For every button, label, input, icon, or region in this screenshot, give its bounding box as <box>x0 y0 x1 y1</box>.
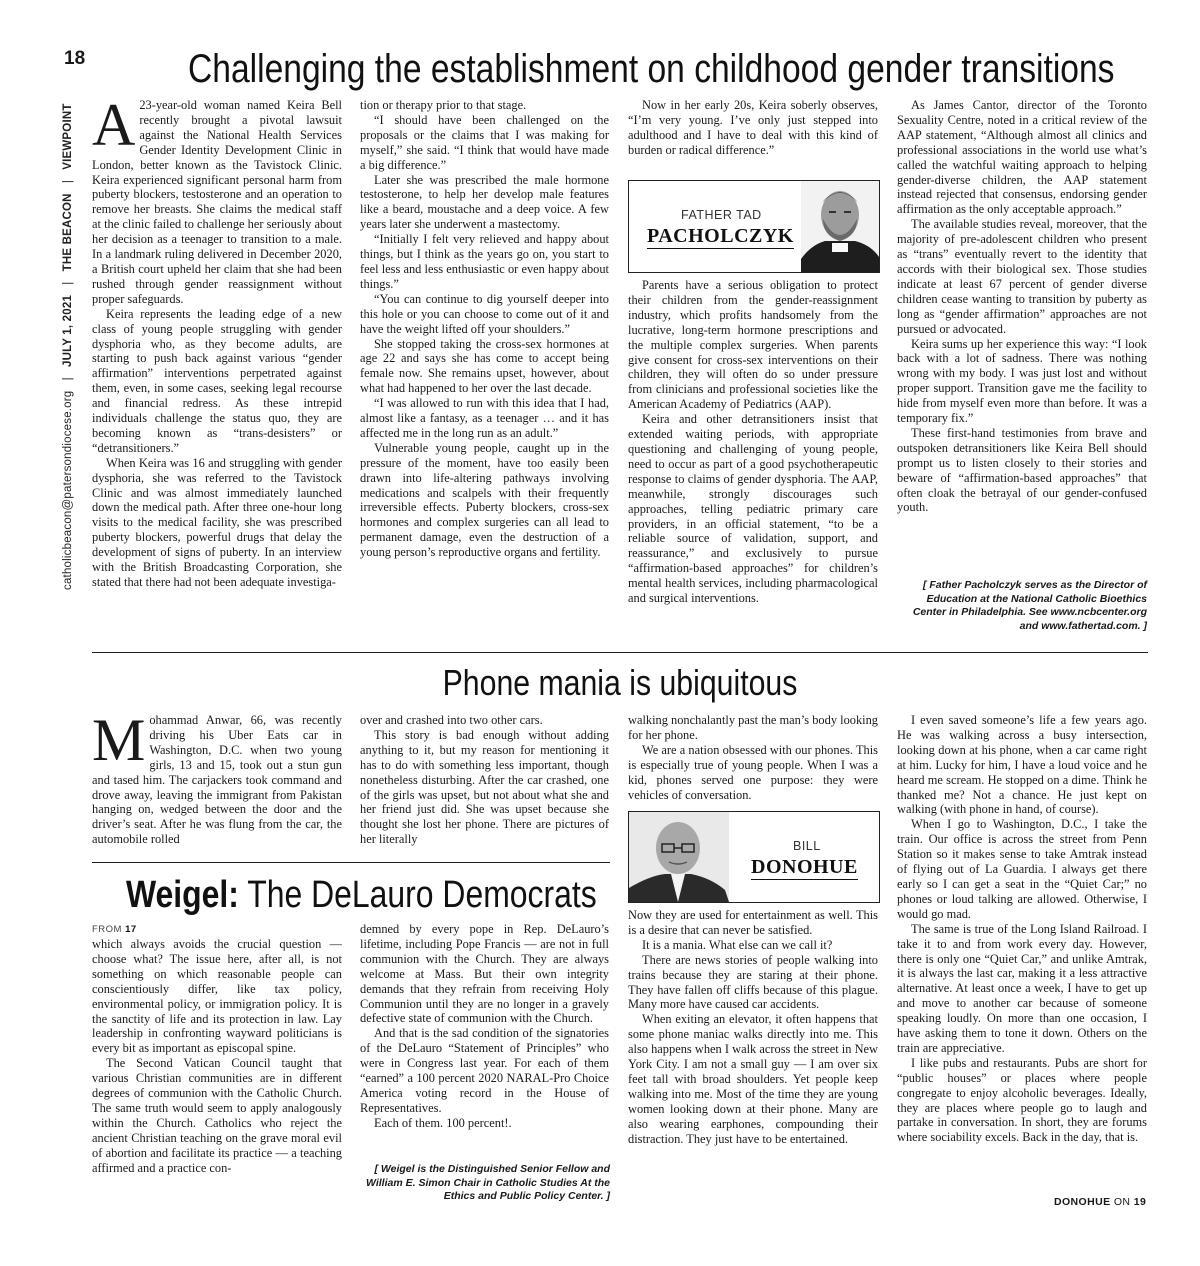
article2-column-4 <box>897 713 1147 1193</box>
section-divider <box>92 652 1148 653</box>
issue-date: JULY 1, 2021 <box>62 294 74 368</box>
paragraph: walking nonchalantly past the man’s body looking for her phone. <box>628 713 878 742</box>
article-divider <box>92 862 610 863</box>
byline-last-name: PACHOLCZYK <box>647 225 794 247</box>
paragraph: I even saved someone’s life a few years ago. He was walking across a busy intersection, looking down at his phone, when a car came right at him. Lucky for him, I have a loud voice and he heard me scream. He stopped on a dime. Think he thanked me? Not a chance. He just kept on walking (with phone in hand, of course). <box>897 713 1147 817</box>
columnist-portrait-photo <box>801 181 879 272</box>
paragraph: As James Cantor, director of the Toronto Sexuality Centre, noted in a critical review of the AAP statement, “Although almost all clinics and professional associations in the world use what’s called the watchful waiting approach to helping gender-diverse children, the AAP statement instead rejected that consensus, endorsing gender affirmation as the only acceptable approach.” <box>897 98 1147 217</box>
article2-column-3-bottom <box>628 908 878 1208</box>
paper-name: THE BEACON <box>62 193 74 272</box>
byline-first-name: BILL <box>793 839 821 853</box>
byline-last-name: DONOHUE <box>751 856 858 878</box>
paragraph: And that is the sad condition of the signatories of the DeLauro “Statement of Principles” who were in Congress last year. For each of them “earned” a 100 percent 2020 NARAL-Pro Choice America voting record in the House of Representatives. <box>360 1026 609 1115</box>
headline-rest: The DeLauro Democrats <box>238 874 597 916</box>
paragraph: tion or therapy prior to that stage. <box>360 98 527 112</box>
byline-first-name: FATHER TAD <box>681 208 762 222</box>
article1-column-3-top <box>628 98 878 174</box>
paragraph: Later she was prescribed the male hormone testosterone, to help her develop male features like a beard, moustache and a deep voice. A few years later she underwent a mastectomy. <box>360 172 609 232</box>
paragraph: We are a nation obsessed with our phones. This is especially true of young people. When I was a kid, phones served one purpose: they were vehicles of conversation. <box>628 742 878 802</box>
article1-headline: Challenging the establishment on childhood gender transitions <box>188 47 1115 91</box>
paragraph: Each of them. 100 percent!. <box>374 1115 512 1130</box>
paragraph: Now they are used for entertainment as well. This is a desire that can never be satisfied. <box>628 908 878 937</box>
paragraph: Keira represents the leading edge of a new class of young people struggling with gender dysphoria who, as they become adults, are starting to push back against various “gender affirmation” interventions perpetrated against them, even, in some cases, seeking legal recourse and financial redress. As these intrepid individuals challenge the status quo, they are becoming known as “trans-desisters” or “detransitioners.” <box>92 306 342 455</box>
article2-column-3-top <box>628 713 878 805</box>
paragraph: ohammad Anwar, 66, was recently driving his Uber Eats car in Washington, D.C. when two young girls, 13 and 15, took out a stun gun and tased him. The carjackers took command and drove away, leaving the immigrant from Pakistan hanging on, wedged between the door and the driver’s seat. After he was flung from the car, the automobile rolled <box>92 713 342 847</box>
paragraph: 23-year-old woman named Keira Bell recently brought a pivotal lawsuit against the National Health Services Gender Identity Development Clinic in London, better known as the Tavistock Clinic. Keira experienced significant personal harm from puberty blockers, testosterone and an operation to remove her breasts. She claims the medical staff at the clinic failed to challenge her seriously about her decision as a teenager to transition to a male. In a landmark ruling delivered in December 2020, a British court upheld her claim that she had been rushed through gender reassignment without proper safeguards. <box>92 98 342 306</box>
continued-on-jump[interactable] <box>1054 1196 1146 1208</box>
paragraph: These first-hand testimonies from brave and outspoken detransitioners like Keira Bell should prompt us to listen closely to their stories and beware of “affirmation-based approaches” that often cloak the betrayal of our gender-confused youth. <box>897 425 1147 515</box>
from-page: 17 <box>125 924 137 935</box>
paragraph: This story is bad enough without adding anything to it, but my reason for mentioning it has to do with something less important, though nonetheless disturbing. After the car crashed, one of the girls was upset, but not about what she and her friend just did. She was upset because she thought she lost her phone. There are pictures of her literally <box>360 727 609 847</box>
article1-column-3-bottom <box>628 278 878 643</box>
headline-bold: Weigel: <box>126 874 239 916</box>
dropcap: A <box>92 98 136 158</box>
paragraph: Keira sums up her experience this way: “I look back with a lot of sadness. There was nothing wrong with my body. I was just lost and without proper support. Transition gave me the facility to hide from myself even more than before. It was a temporary fix.” <box>897 336 1147 426</box>
paragraph: “You can continue to dig yourself deeper into this hole or you can choose to come out of it and have the weight lifted off your shoulders.” <box>360 291 609 336</box>
article1-column-4 <box>897 98 1147 568</box>
columnist-box-donohue <box>628 811 880 903</box>
section-name: VIEWPOINT <box>62 103 74 170</box>
paragraph: “Initially I felt very relieved and happy about things, but I think as the years go on, you start to feel less and less enthusiastic or even happy about things.” <box>360 232 609 291</box>
article3-author-bio: [ Weigel is the Distinguished Senior Fellow and William E. Simon Chair in Catholic Studies At the Ethics and Public Policy Center. ] <box>366 1163 610 1202</box>
paragraph: “I was allowed to run with this idea that I had, almost like a fantasy, as a teenager … and it has affected me in the long run as an adult.” <box>360 396 609 440</box>
paragraph: There are news stories of people walking into trains because they are staring at their phone. They have fallen off cliffs because of this plague. Many more have caused car accidents. <box>628 952 878 1012</box>
separator: | <box>62 377 74 381</box>
paragraph: When I go to Washington, D.C., I take the train. Our office is across the street from Penn Station so it makes sense to take Amtrak instead of flying out of La Guardia. I always get there early so I can get a seat in the “Quiet Car;” no phones or loud talking are allowed. Otherwise, I would go mad. <box>897 817 1147 921</box>
article2-column-1 <box>92 713 342 853</box>
article3-column-2 <box>360 922 609 1152</box>
columnist-box-pacholczyk <box>628 180 880 273</box>
columnist-portrait-photo <box>629 812 729 902</box>
separator: | <box>62 179 74 184</box>
paragraph: which always avoids the crucial question — choose what? The issue here, after all, is not something on which reasonable people can conscientiously differ, like tax policy, environmental policy, or immigration policy. It is the sanctity of life and its protection in law. Lay leadership in confronting wayward politicians is every bit as important as episcopal spine. <box>92 937 342 1056</box>
sidebar-folio <box>62 70 82 590</box>
jump-page: 19 <box>1133 1196 1147 1208</box>
dropcap: M <box>92 713 146 773</box>
paragraph: Parents have a serious obligation to protect their children from the gender-reassignment industry, which profits handsomely from the lucrative, long-term hormone prescriptions and the multiple complex surgeries. When parents give consent for cross-sex interventions on their children, they will often do so under pressure from clinicians and professional societies like the American Academy of Pediatrics (AAP). <box>628 278 878 412</box>
article1-author-bio: [ Father Pacholczyk serves as the Director of Education at the National Catholic Bioethics Center in Philadelphia. See www.ncbcenter.org and www.fathertad.com. ] <box>912 579 1147 632</box>
article1-column-1 <box>92 98 342 643</box>
paragraph: over and crashed into two other cars. <box>360 713 543 727</box>
paragraph: The same is true of the Long Island Railroad. I take it to and from work every day. However, there is only one “Quiet Car,” and unlike Amtrak, it is always the last car, making it a less attractive alternative. At least once a week, I have to get up and move to another car because of someone speaking loudly. On more than one occasion, I have asking them to tone it down. Others on the train are appreciative. <box>897 921 1147 1055</box>
paragraph: Vulnerable young people, caught up in the pressure of the moment, have too easily been drawn into life-altering pathways involving medications and scalpels with their frequently irreversible effects. Puberty blockers, cross-sex hormones and complex surgeries can all lead to permanent damage, even the destruction of a young person’s reproductive organs and fertility. <box>360 440 609 560</box>
page-number: 18 <box>64 48 86 69</box>
article2-headline: Phone mania is ubiquitous <box>442 662 798 703</box>
paragraph: Now in her early 20s, Keira soberly observes, “I’m very young. I’ve only just stepped into adulthood and I have to deal with this kind of burden or radical difference.” <box>628 98 878 157</box>
jump-on: ON <box>1113 1196 1131 1208</box>
paragraph: Keira and other detransitioners insist that extended waiting periods, with appropriate questioning and challenging of young people, need to occur as part of a good psychotherapeutic response to claims of gender dysphoria. The AAP, meanwhile, strongly discourages such approaches, telling pediatric primary care providers, in an official statement, “to be a reliable source of validation, support, and reassurance,” and exclusively to pursue “affirmation-based approaches” for children’s mental health services, including pharmacological and surgical interventions. <box>628 412 878 606</box>
article2-column-2 <box>360 713 609 853</box>
jump-name: DONOHUE <box>1054 1196 1111 1208</box>
paragraph: The Second Vatican Council taught that various Christian communities are in different degrees of communion with the Catholic Church. The same truth would seem to apply analogously within the Church. Catholics who reject the ancient Christian teaching on the grave moral evil of abortion and facilitate its practice — a teaching affirmed and a practice con- <box>92 1056 342 1175</box>
from-label: FROM <box>92 924 122 935</box>
site-email: catholicbeacon@patersondiocese.org <box>62 390 74 590</box>
paragraph: It is a mania. What else can we call it? <box>642 937 833 952</box>
paragraph: I like pubs and restaurants. Pubs are short for “public houses” or places where people congregate to enjoy alcoholic beverages. Ideally, they are places where people go to laugh and partake in conversation. In short, they are forums where sociability excels. Back in the day, that is. <box>897 1055 1147 1145</box>
article1-column-2 <box>360 98 609 643</box>
paragraph: The available studies reveal, moreover, that the majority of pre-adolescent children who present as “trans” eventually revert to the identity that accords with their biological sex. Those studies indicate at least 67 percent of gender diverse children cease wanting to transition by puberty as long as “gender affirmation” approaches are not pursued or advocated. <box>897 217 1147 336</box>
paragraph: demned by every pope in Rep. DeLauro’s lifetime, including Pope Francis — are not in full communion with the Church. They are always welcome at Mass. But their own integrity demands that they refrain from receiving Holy Communion until they are no longer in a gravely defective state of communion with the Church. <box>360 922 609 1026</box>
paragraph: When exiting an elevator, it often happens that some phone maniac walks directly into me. This also happens when I walk across the street in New York City. I am not a small guy — I am over six feet tall with broad shoulders. Yet people keep walking into me. Most of the time they are young women looking down at their phone. Many are also wearing earphones, compounding their distraction. They just have to be entertained. <box>628 1012 878 1146</box>
paragraph: She stopped taking the cross-sex hormones at age 22 and says she has come to accept being female now. She remains upset, however, about what had happened to her over the last decade. <box>360 336 609 396</box>
article3-column-1 <box>92 937 342 1212</box>
paragraph: When Keira was 16 and struggling with gender dysphoria, she was referred to the Tavistock Clinic and was almost immediately launched down the medical path. After three one-hour long visits to the medical facility, she was prescribed puberty blockers, powerful drugs that delay the development of signs of puberty. In an interview with the British Broadcasting Corporation, she stated that there had not been adequate investiga- <box>92 455 342 589</box>
paragraph: “I should have been challenged on the proposals or the claims that I was making for myself,” she said. “I think that would have made a big difference.” <box>360 112 609 172</box>
separator: | <box>62 281 74 285</box>
continued-from <box>92 924 137 935</box>
article3-headline <box>126 872 597 918</box>
